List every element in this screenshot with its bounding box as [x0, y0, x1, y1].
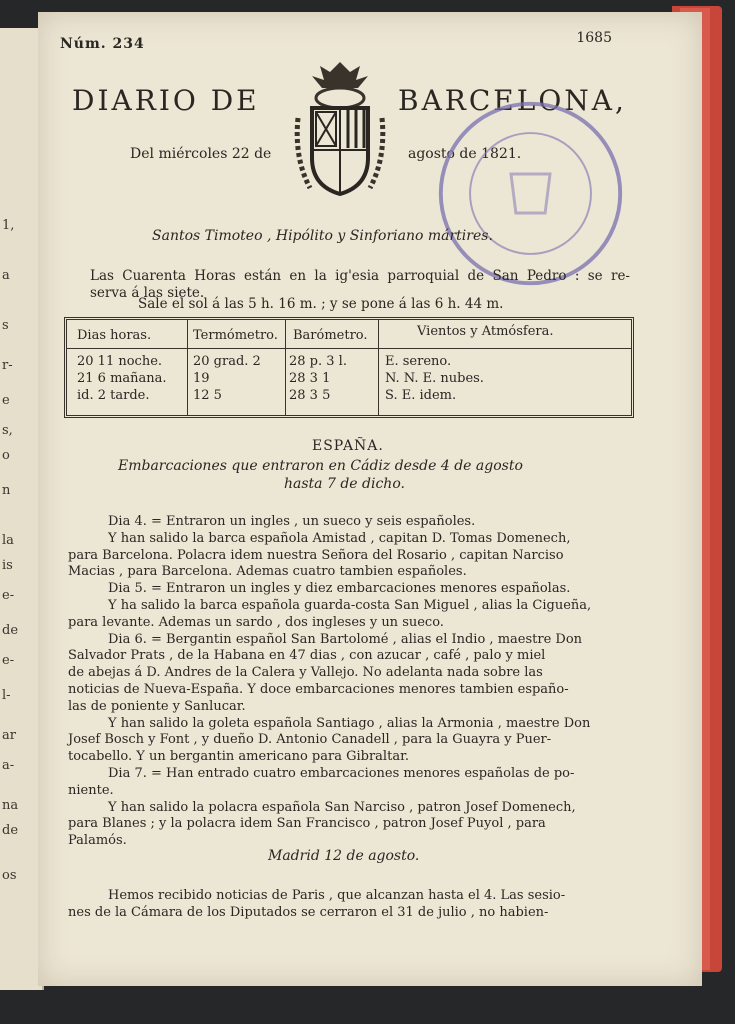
left-page-fragment: e-: [2, 653, 15, 668]
text-line: tocabello. Y un bergantin americano para Gibraltar.: [68, 749, 409, 765]
text-line: noticias de Nueva-España. Y doce embarcaciones menores tambien españo-: [68, 682, 569, 697]
masthead-right: BARCELONA,: [398, 84, 627, 117]
weather-table: [64, 317, 634, 418]
left-page-fragment: s,: [2, 423, 13, 438]
text-line: Josef Bosch y Font , y dueño D. Antonio Canadell , para la Guayra y Puer-: [68, 732, 552, 748]
table-cell: 21 6 mañana.: [77, 371, 167, 386]
coat-of-arms-icon: [290, 58, 390, 198]
left-page-fragment: e: [2, 393, 10, 408]
left-page-fragment: os: [2, 868, 17, 883]
table-cell: 20 11 noche.: [77, 354, 163, 369]
text-line: Y ha salido la barca española guarda-costa San Miguel , alias la Cigueña,: [108, 598, 592, 613]
section-subtitle: hasta 7 de dicho.: [284, 476, 405, 492]
text-line: para Blanes ; y la polacra idem San Francisco , patron Josef Puyol , para: [68, 816, 546, 832]
table-cell: 28 3 1: [289, 371, 331, 386]
text-line: Hemos recibido noticias de Paris , que alcanzan hasta el 4. Las sesio-: [108, 888, 566, 903]
table-cell: 28 p. 3 l.: [289, 354, 347, 369]
table-header: Dias horas.: [77, 328, 152, 343]
text-line: niente.: [68, 782, 114, 798]
text-line: Macias , para Barcelona. Ademas cuatro tambien españoles.: [68, 564, 467, 580]
left-page-fragment: o: [2, 448, 10, 463]
left-page-fragment: a-: [2, 758, 15, 773]
sun-times: Sale el sol á las 5 h. 16 m. ; y se pone á las 6 h. 44 m.: [138, 296, 504, 312]
page-number: 1685: [576, 30, 612, 46]
table-header: Termómetro.: [193, 328, 278, 343]
left-page-fragment: is: [2, 558, 13, 573]
section-title: ESPAÑA.: [312, 438, 384, 454]
madrid-heading: Madrid 12 de agosto.: [268, 848, 420, 864]
left-page-fragment: e-: [2, 588, 15, 603]
text-line: Dia 7. = Han entrado cuatro embarcaciones menores españolas de po-: [108, 766, 575, 781]
text-line: Palamós.: [68, 833, 127, 849]
table-cell: 28 3 5: [289, 388, 331, 403]
newspaper-page: [38, 12, 702, 986]
text-line: Salvador Prats , de la Habana en 47 dias , con azucar , café , palo y miel: [68, 648, 546, 664]
date-right: agosto de 1821.: [408, 146, 522, 162]
text-line: Y han salido la polacra española San Narciso , patron Josef Domenech,: [108, 799, 576, 815]
text-line: nes de la Cámara de los Diputados se cerraron el 31 de julio , no habien-: [68, 904, 549, 920]
table-cell: S. E. idem.: [385, 388, 457, 403]
notice-line: serva á las siete.: [90, 285, 205, 301]
saints-of-day: Santos Timoteo , Hipólito y Sinforiano mártires.: [152, 228, 493, 244]
notice-line: Las Cuarenta Horas están en la ig'esia parroquial de San Pedro : se re-: [90, 268, 630, 284]
left-page-fragment: 1,: [2, 218, 15, 233]
masthead-left: DIARIO DE: [72, 84, 260, 117]
table-cell: 19: [193, 371, 210, 386]
table-header: Vientos y Atmósfera.: [417, 324, 554, 339]
left-page-fragment: a: [2, 268, 10, 283]
left-page-fragment: s: [2, 318, 9, 333]
text-line: Y han salido la barca española Amistad , capitan D. Tomas Domenech,: [108, 530, 571, 546]
left-page-fragment: n: [2, 483, 11, 498]
text-line: Dia 4. = Entraron un ingles , un sueco y seis españoles.: [108, 514, 476, 529]
left-page-fragment: na: [2, 798, 19, 813]
section-subtitle: Embarcaciones que entraron en Cádiz desde 4 de agosto: [118, 458, 523, 474]
text-line: Y han salido la goleta española Santiago , alias la Armonia , maestre Don: [108, 715, 591, 731]
text-line: de abejas á D. Andres de la Calera y Vallejo. No adelanta nada sobre las: [68, 665, 543, 681]
text-line: para levante. Ademas un sardo , dos ingleses y un sueco.: [68, 614, 444, 630]
left-page-fragment: l-: [2, 688, 11, 703]
date-left: Del miércoles 22 de: [130, 146, 272, 162]
text-line: Dia 5. = Entraron un ingles y diez embarcaciones menores españolas.: [108, 581, 571, 597]
table-cell: E. sereno.: [385, 354, 452, 369]
table-cell: N. N. E. nubes.: [385, 371, 484, 386]
left-page-fragment: ar: [2, 728, 16, 743]
library-stamp-icon: [433, 96, 628, 291]
table-cell: id. 2 tarde.: [77, 388, 150, 403]
table-cell: 20 grad. 2: [193, 354, 261, 369]
left-page-fragment: la: [2, 533, 14, 548]
header-rule: [67, 348, 631, 349]
left-page-fragment: r-: [2, 358, 13, 373]
issue-number: Núm. 234: [60, 36, 145, 52]
text-line: las de poniente y Sanlucar.: [68, 698, 246, 714]
left-page-fragment: de: [2, 823, 19, 838]
text-line: Dia 6. = Bergantin español San Bartolomé , alias el Indio , maestre Don: [108, 631, 583, 647]
text-line: para Barcelona. Polacra idem nuestra Señora del Rosario , capitan Narciso: [68, 547, 564, 563]
table-header: Barómetro.: [293, 328, 368, 343]
left-page-fragment: de: [2, 623, 19, 638]
table-cell: 12 5: [193, 388, 222, 403]
